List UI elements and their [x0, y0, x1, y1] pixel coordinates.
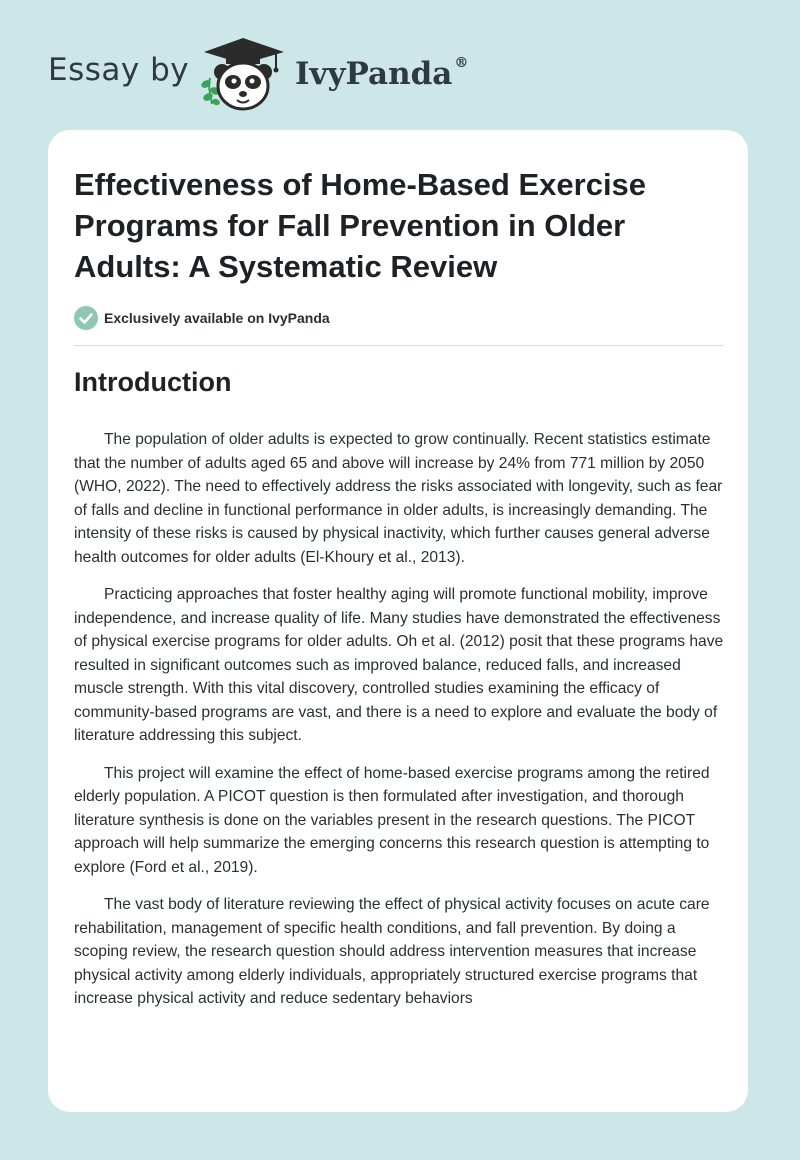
essay-title: Effectiveness of Home-Based Exercise Programs for Fall Prevention in Older Adults: A Systematic Review: [74, 167, 647, 284]
paragraph: This project will examine the effect of home-based exercise programs among the retired elderly population. A PICOT question is then formulated after investigation, and thorough literature synthesis is done on the variables present in the research questions. The PICOT approach will help summarize the emerging concerns this research question is attempting to explore (Ford et al., 2019).: [74, 764, 710, 876]
registered-mark: ®: [454, 54, 469, 71]
site-header: [0, 0, 800, 130]
exclusive-badge: [74, 306, 330, 330]
paragraph: The vast body of literature reviewing the effect of physical activity focuses on acute care rehabilitation, management of specific health conditions, and fall prevention. By doing a scoping review, the research question should address intervention measures that increase physical activity among elderly individuals, appropriately structured exercise programs that increase physical activity and reduce sedentary behaviors: [74, 896, 710, 1007]
paragraph: The population of older adults is expected to grow continually. Recent statistics estimate that the number of adults aged 65 and above will increase by 24% from 771 million by 2050 (WHO, 2022). The need to effectively address the risks associated with longevity, such as fear of falls and decline in functional performance in older adults, is increasingly demanding. The intensity of these risks is caused by physical inactivity, which further causes general adverse health outcomes for older adults (El-Khoury et al., 2013).: [74, 431, 723, 566]
section-heading-introduction: Introduction: [74, 367, 232, 397]
paragraph: Practicing approaches that foster healthy aging will promote functional mobility, improve independence, and increase quality of life. Many studies have demonstrated the effectiveness of physical exercise programs for older adults. Oh et al. (2012) posit that these programs have resulted in significant outcomes such as improved balance, reduced falls, and increased muscle strength. With this vital discovery, controlled studies examining the efficacy of community-based programs are vast, and there is a need to explore and evaluate the body of literature addressing this subject.: [74, 586, 724, 744]
essay-by-label: Essay by: [48, 52, 190, 88]
exclusive-badge-text: Exclusively available on IvyPanda: [104, 310, 330, 326]
title-divider: [74, 345, 724, 346]
brand-name[interactable]: [295, 54, 469, 92]
check-circle-icon: [74, 306, 98, 330]
essay-card: [48, 130, 748, 1112]
essay-body: [74, 428, 726, 1025]
brand-name-text: IvyPanda: [295, 56, 453, 92]
panda-graduate-icon[interactable]: [200, 34, 286, 112]
